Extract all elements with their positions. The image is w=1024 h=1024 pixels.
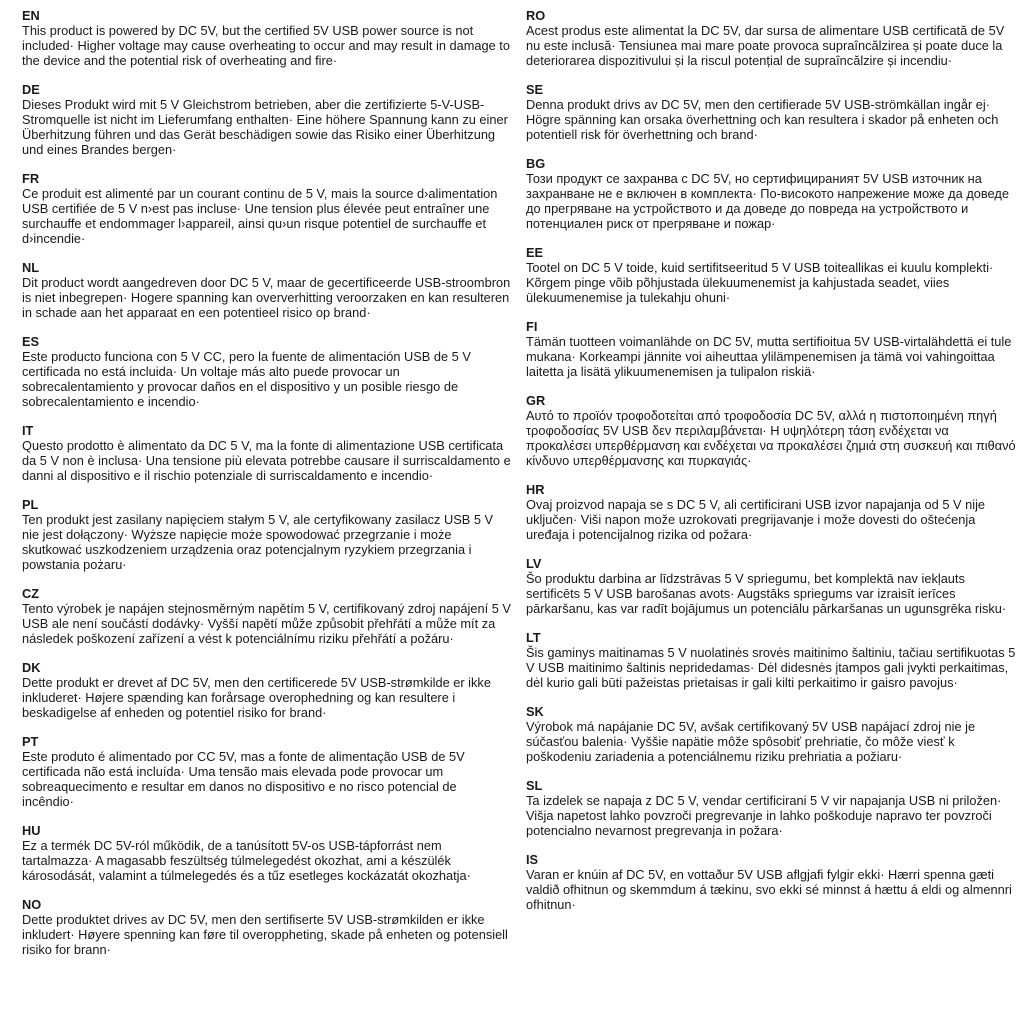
lang-code-lv: LV (526, 556, 542, 571)
lang-section-bg (526, 156, 1016, 231)
lang-section-hr (526, 482, 1016, 542)
lang-code-no: NO (22, 897, 42, 912)
lang-section-it (22, 423, 512, 483)
lang-code-gr: GR (526, 393, 546, 408)
warning-text-es: Este producto funciona con 5 V CC, pero la fuente de alimentación USB de 5 V certificada no está incluida· Un voltaje más alto puede provocar un sobrecalentamiento y provocar daños en el dispositivo y un posible riesgo de sobrecalentamiento e incendio· (22, 349, 471, 409)
warning-text-gr: Αυτό το προϊόν τροφοδοτείται από τροφοδοσία DC 5V, αλλά η πιστοποιημένη πηγή τροφοδοσίας 5V USB δεν περιλαμβάνεται· Η υψηλότερη τάση ενδέχεται να προκαλέσει υπερθέρμανση και ενδέχεται να προκαλέσει ζημιά στη συσκευή και πιθανό κίνδυνο υπερθέρμανσης και πυρκαγιάς· (526, 408, 1016, 468)
lang-section-pt (22, 734, 512, 809)
warning-text-nl: Dit product wordt aangedreven door DC 5 V, maar de gecertificeerde USB-stroombron is niet inbegrepen· Hogere spanning kan oververhitting veroorzaken en kan resulteren in schade aan het apparaat en een potentieel risico op brand· (22, 275, 511, 320)
warning-text-lt: Šis gaminys maitinamas 5 V nuolatinės srovės maitinimo šaltiniu, tačiau sertifikuotas 5 V USB maitinimo šaltinis nepridedamas· Dėl didesnės įtampos gali įvykti perkaitimas, dėl kurio gali būti pažeistas prietaisas ir gali kilti perkaitimo ir gaisro pavojus· (526, 645, 1016, 690)
lang-code-hu: HU (22, 823, 41, 838)
lang-section-es (22, 334, 512, 409)
lang-section-sl (526, 778, 1016, 838)
warning-text-sl: Ta izdelek se napaja z DC 5 V, vendar certificirani 5 V vir napajanja USB ni priložen· Višja napetost lahko povzroči pregrevanje in lahko poškoduje napravo ter povzroči potencialno nevarnost pregrevanja in požara· (526, 793, 1002, 838)
lang-code-sk: SK (526, 704, 544, 719)
lang-section-de (22, 82, 512, 157)
lang-code-se: SE (526, 82, 544, 97)
lang-code-es: ES (22, 334, 40, 349)
warning-text-pl: Ten produkt jest zasilany napięciem stałym 5 V, ale certyfikowany zasilacz USB 5 V nie jest dołączony· Wyższe napięcie może spowodować przegrzanie i może skutkować uszkodzeniem urządzenia oraz potencjalnym ryzykiem przegrzania i powstania pożaru· (22, 512, 494, 572)
lang-section-cz (22, 586, 512, 646)
lang-code-ro: RO (526, 8, 546, 23)
warning-text-en: This product is powered by DC 5V, but the certified 5V USB power source is not included· Higher voltage may cause overheating to occur and may result in damage to the device and the potential risk of overheating and fire· (22, 23, 510, 68)
warning-text-de: Dieses Produkt wird mit 5 V Gleichstrom betrieben, aber die zertifizierte 5-V-USB-Stromquelle ist nicht im Lieferumfang enthalten· Eine höhere Spannung kann zu einer Überhitzung führen und das Gerät beschädigen sowie das Risiko einer Überhitzung und eines Brandes bergen· (22, 97, 508, 157)
lang-section-lt (526, 630, 1016, 690)
lang-section-ee (526, 245, 1016, 305)
warning-text-lv: Šo produktu darbina ar līdzstrāvas 5 V spriegumu, bet komplektā nav iekļauts sertificēts 5 V USB barošanas avots· Augstāks spriegums var izraisīt ierīces pārkaršanu, kas var radīt bojājumus un potenciālu pārkaršanas un ugunsgrēka risku· (526, 571, 1007, 616)
warning-text-se: Denna produkt drivs av DC 5V, men den certifierade 5V USB-strömkällan ingår ej· Högre spänning kan orsaka överhettning och kan resultera i skador på enheten och potentiell risk för överhettning och brand· (526, 97, 999, 142)
lang-section-ro (526, 8, 1016, 68)
lang-code-fr: FR (22, 171, 40, 186)
lang-code-bg: BG (526, 156, 546, 171)
warning-text-no: Dette produktet drives av DC 5V, men den sertifiserte 5V USB-strømkilden er ikke inkludert· Høyere spenning kan føre til overoppheting, skade på enheten og potensiell risiko for brann· (22, 912, 508, 957)
warning-text-it: Questo prodotto è alimentato da DC 5 V, ma la fonte di alimentazione USB certificata da 5 V non è inclusa· Una tensione più elevata potrebbe causare il surriscaldamento e danni al dispositivo e il rischio potenziale di surriscaldamento e incendio· (22, 438, 511, 483)
lang-code-pl: PL (22, 497, 39, 512)
lang-section-nl (22, 260, 512, 320)
lang-section-gr (526, 393, 1016, 468)
left-column (22, 8, 512, 1024)
warning-text-ee: Tootel on DC 5 V toide, kuid sertifitseeritud 5 V USB toiteallikas ei kuulu komplekti· Kõrgem pinge võib põhjustada ülekuumenemist ja kahjustada seadet, viies ülekuumenemise ja tulekahju ohuni· (526, 260, 994, 305)
lang-section-pl (22, 497, 512, 572)
lang-code-nl: NL (22, 260, 40, 275)
lang-code-de: DE (22, 82, 40, 97)
lang-section-hu (22, 823, 512, 883)
lang-section-sk (526, 704, 1016, 764)
warning-text-hr: Ovaj proizvod napaja se s DC 5 V, ali certificirani USB izvor napajanja od 5 V nije uključen· Viši napon može uzrokovati pregrijavanje i može dovesti do oštećenja uređaja i potencijalnog rizika od požara· (526, 497, 986, 542)
warning-text-pt: Este produto é alimentado por CC 5V, mas a fonte de alimentação USB de 5V certificada não está incluída· Uma tensão mais elevada pode provocar um sobreaquecimento e resultar em danos no dispositivo e no risco potencial de incêndio· (22, 749, 465, 809)
lang-section-dk (22, 660, 512, 720)
lang-code-sl: SL (526, 778, 543, 793)
lang-section-is (526, 852, 1016, 912)
warning-text-sk: Výrobok má napájanie DC 5V, avšak certifikovaný 5V USB napájací zdroj nie je súčasťou balenia· Vyššie napätie môže spôsobiť prehriatie, čo môže viesť k poškodeniu zariadenia a potenciálnemu riziku prehriatia a požiaru· (526, 719, 976, 764)
lang-code-ee: EE (526, 245, 544, 260)
warning-text-bg: Този продукт се захранва с DC 5V, но сертифицираният 5V USB източник на захранване не е включен в комплекта· По-високото напрежение може да доведе до прегряване на устройството и да доведе до повреда на устройството и потенциален риск от прегряване и пожар· (526, 171, 1009, 231)
lang-code-cz: CZ (22, 586, 40, 601)
warning-text-dk: Dette produkt er drevet af DC 5V, men den certificerede 5V USB-strømkilde er ikke inkluderet· Højere spænding kan forårsage overophedning og kan resultere i beskadigelse af enheden og potentiel risiko for brand· (22, 675, 491, 720)
warning-text-is: Varan er knúin af DC 5V, en vottaður 5V USB aflgjafi fylgir ekki· Hærri spenna gæti valdið ofhitnun og skemmdum á tækinu, svo ekki sé minnst á hættu á eldi og almennri ofhitnun· (526, 867, 1012, 912)
right-column (526, 8, 1016, 1024)
warning-text-fi: Tämän tuotteen voimanlähde on DC 5V, mutta sertifioitua 5V USB-virtalähdettä ei tule mukana· Korkeampi jännite voi aiheuttaa ylilämpenemisen ja tämä voi vahingoittaa laitetta ja lisätä ylikuumenemisen ja tulipalon riskiä· (526, 334, 1012, 379)
lang-code-fi: FI (526, 319, 538, 334)
lang-section-fi (526, 319, 1016, 379)
warning-text-ro: Acest produs este alimentat la DC 5V, dar sursa de alimentare USB certificată de 5V nu este inclusă· Tensiunea mai mare poate provoca supraîncălzirea și poate duce la deteriorarea dispozitivului și la riscul potențial de supraîncălzire și incendiu· (526, 23, 1005, 68)
lang-code-dk: DK (22, 660, 41, 675)
lang-section-no (22, 897, 512, 957)
lang-section-fr (22, 171, 512, 246)
lang-code-en: EN (22, 8, 40, 23)
lang-section-en (22, 8, 512, 68)
lang-code-is: IS (526, 852, 539, 867)
warning-text-cz: Tento výrobek je napájen stejnosměrným napětím 5 V, certifikovaný zdroj napájení 5 V USB ale není součástí dodávky· Vyšší napětí může způsobit přehřátí a může mít za následek poškození zařízení a vést k potenciálnímu riziku přehřátí a požáru· (22, 601, 511, 646)
lang-section-lv (526, 556, 1016, 616)
warning-text-fr: Ce produit est alimenté par un courant continu de 5 V, mais la source d›alimentation USB certifiée de 5 V n›est pas incluse· Une tension plus élevée peut entraîner une surchauffe et endommager l›appareil, ainsi qu›un risque potentiel de surchauffe et d›incendie· (22, 186, 498, 246)
lang-section-se (526, 82, 1016, 142)
lang-code-it: IT (22, 423, 34, 438)
lang-code-hr: HR (526, 482, 545, 497)
warning-text-hu: Ez a termék DC 5V-ról működik, de a tanúsított 5V-os USB-tápforrást nem tartalmazza· A magasabb feszültség túlmelegedést okozhat, ami a készülék károsodását, valamint a túlmelegedés és a tűz esetleges kockázatát okozhatja· (22, 838, 471, 883)
lang-code-pt: PT (22, 734, 39, 749)
lang-code-lt: LT (526, 630, 541, 645)
